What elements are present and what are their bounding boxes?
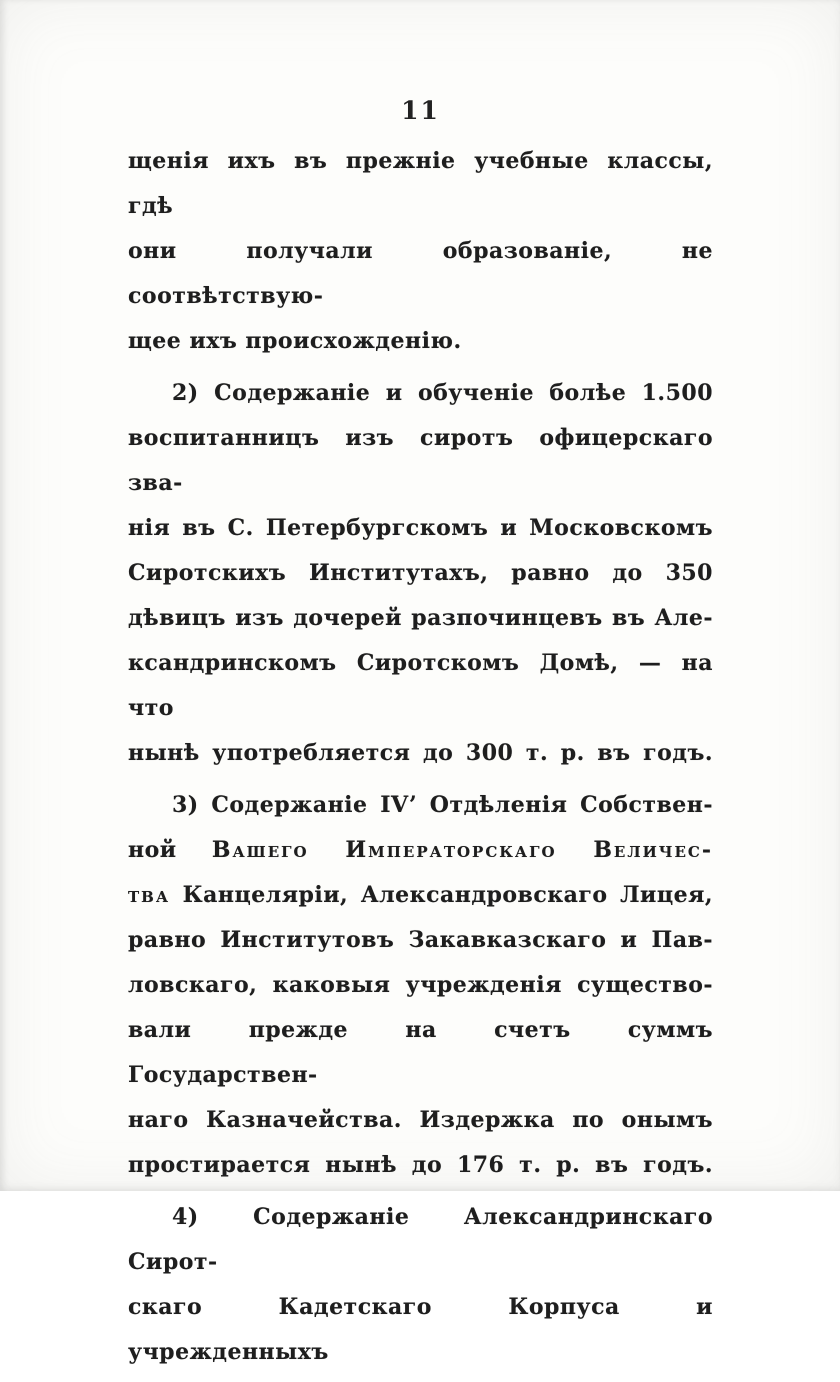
paragraph — [128, 371, 713, 776]
text-line: ловскаго, каковыя учрежденія существо- — [128, 972, 713, 998]
text-line: щее ихъ происхожденію. — [128, 328, 462, 354]
text-line: дѣвицъ изъ дочерей разпочинцевъ въ Але- — [128, 605, 713, 631]
text-line: нынѣ употребляется до 300 т. р. въ годъ. — [128, 740, 713, 766]
text-line: воспитанницъ изъ сиротъ офицерскаго зва- — [128, 425, 713, 496]
smallcaps-royal-title: тва — [128, 882, 171, 908]
paragraph — [128, 139, 713, 364]
text-line: нія въ С. Петербургскомъ и Московскомъ — [128, 515, 713, 541]
text-segment: ной — [128, 837, 212, 863]
text-block — [128, 139, 713, 1382]
text-line: равно Институтовъ Закавказскаго и Пав- — [128, 927, 713, 953]
text-line: ксандринскомъ Сиротскомъ Домѣ, — на что — [128, 650, 713, 721]
smallcaps-royal-title: Вашего Императорскаго Величес- — [211, 837, 713, 863]
paragraph — [128, 783, 713, 1188]
text-line: 4) Содержаніе Александринскаго Сирот- — [128, 1204, 713, 1275]
text-line: 3) Содержаніе IV’ Отдѣленія Собствен- — [172, 792, 713, 818]
text-line — [128, 828, 713, 873]
text-line: они получали образованіе, не соотвѣтствую- — [128, 238, 713, 309]
text-line: вали прежде на счетъ суммъ Государствен- — [128, 1017, 713, 1088]
text-segment: Канцеляріи, Александровскаго Лицея, — [170, 882, 713, 908]
text-line: наго Казначейства. Издержка по онымъ — [128, 1107, 713, 1133]
page-number: 11 — [401, 96, 440, 125]
paragraph — [128, 1195, 713, 1375]
text-line: Сиротскихъ Институтахъ, равно до 350 — [128, 560, 713, 586]
text-line: скаго Кадетскаго Корпуса и учрежденныхъ — [128, 1294, 713, 1365]
text-line: щенія ихъ въ прежніе учебные классы, гдѣ — [128, 148, 713, 219]
text-line: простирается нынѣ до 176 т. р. въ годъ. — [128, 1152, 713, 1178]
text-line: 2) Содержаніе и обученіе болѣе 1.500 — [172, 380, 713, 406]
text-line — [128, 873, 713, 918]
